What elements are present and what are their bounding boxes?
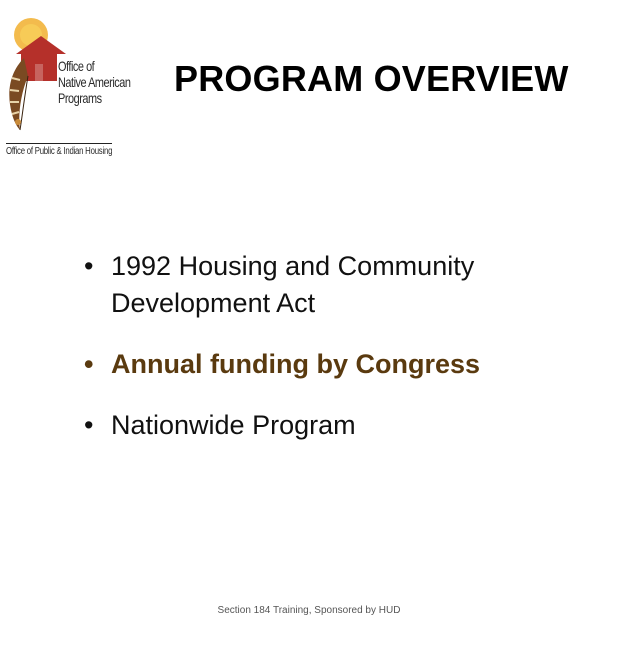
logo-line-2: Native American (58, 74, 131, 90)
logo-line-1: Office of (58, 58, 95, 74)
bullet-item (84, 407, 584, 444)
logo-wordmark (58, 58, 130, 106)
bullet-dot: • (84, 410, 94, 440)
logo-line-3: Programs (58, 90, 102, 106)
slide-footer: Section 184 Training, Sponsored by HUD (217, 605, 401, 616)
bullet-item (84, 346, 584, 383)
bullet-dot: • (84, 349, 94, 379)
bullet-item (84, 248, 584, 322)
bullet-text: Nationwide Program (111, 410, 356, 440)
bullet-dot: • (84, 251, 94, 281)
logo-divider (6, 143, 112, 144)
logo-subtitle: Office of Public & Indian Housing (6, 146, 113, 157)
bullet-text: Annual funding by Congress (111, 349, 480, 379)
onap-logo (2, 18, 131, 157)
bullet-text: 1992 Housing and Community Development Act (111, 251, 475, 318)
bullet-list (84, 248, 584, 444)
slide-title: PROGRAM OVERVIEW (174, 58, 569, 99)
